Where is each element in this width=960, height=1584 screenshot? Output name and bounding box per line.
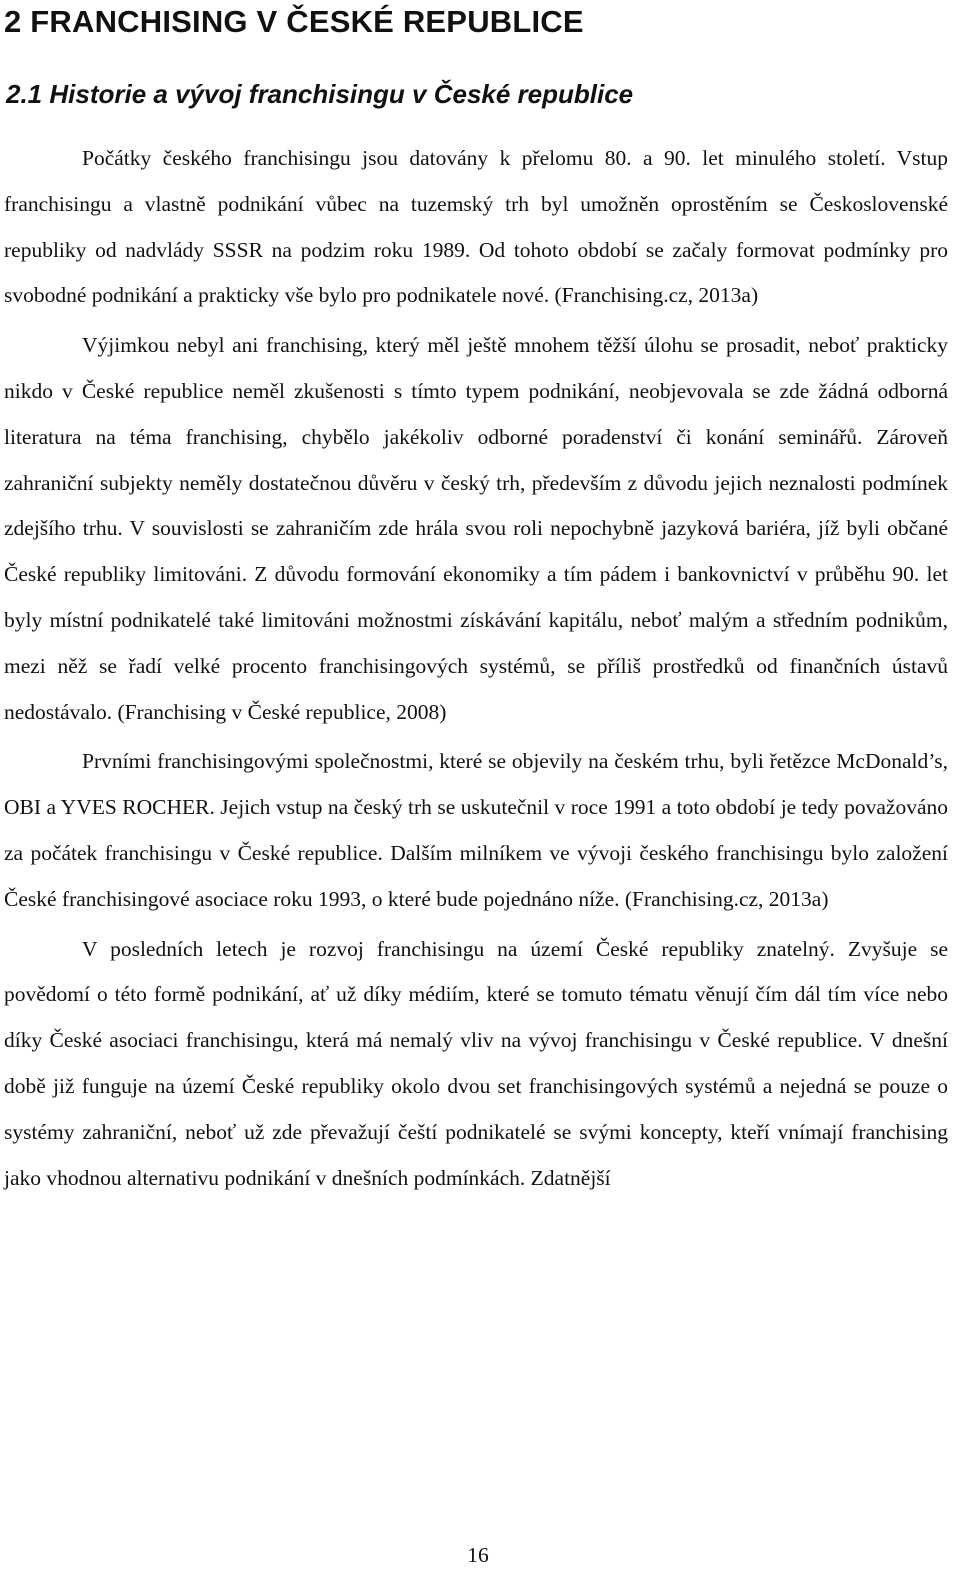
chapter-title: 2 FRANCHISING V ČESKÉ REPUBLICE [4,4,584,39]
paragraph-2: Výjimkou nebyl ani franchising, který měl ještě mnohem těžší úlohu se prosadit, neboť prakticky nikdo v České republice neměl zkušenosti s tímto typem podnikání, neobjevovala se zde žádná odborná literatura na téma franchising, chybělo jakékoliv odborné poradenství či konání seminářů. Zároveň zahraniční subjekty neměly dostatečnou důvěru v český trh, především z důvodu jejich neznalosti podmínek zdejšího trhu. V souvislosti se zahraničím zde hrála svou roli nepochybně jazyková bariéra, jíž byli občané České republiky limitováni. Z důvodu formování ekonomiky a tím pádem i bankovnictví v průběhu 90. let byly místní podnikatelé také limitováni možnostmi získávání kapitálu, neboť malým a středním podnikům, mezi něž se řadí velké procento franchisingových systémů, se příliš prostředků od finančních ústavů nedostávalo. (Franchising v České republice, 2008) [4,333,948,724]
section-title: 2.1 Historie a vývoj franchisingu v České republice [6,79,634,109]
paragraph-3: Prvními franchisingovými společnostmi, které se objevily na českém trhu, byli řetězce McDonald’s, OBI a YVES ROCHER. Jejich vstup na český trh se uskutečnil v roce 1991 a toto období je tedy považováno za počátek franchisingu v České republice. Dalším milníkem ve vývoji českého franchisingu bylo založení České franchisingové asociace roku 1993, o které bude pojednáno níže. (Franchising.cz, 2013a) [4,749,948,911]
paragraph-1: Počátky českého franchisingu jsou datovány k přelomu 80. a 90. let minulého století. Vstup franchisingu a vlastně podnikání vůbec na tuzemský trh byl umožněn oprostěním se Československé republiky od nadvlády SSSR na podzim roku 1989. Od tohoto období se začaly formovat podmínky pro svobodné podnikání a prakticky vše bylo pro podnikatele nové. (Franchising.cz, 2013a) [4,146,948,308]
paragraph-4: V posledních letech je rozvoj franchisingu na území České republiky znatelný. Zvyšuje se povědomí o této formě podnikání, ať už díky médiím, které se tomuto tématu věnují čím dál tím více nebo díky České asociaci franchisingu, která má nemalý vliv na vývoj franchisingu v České republice. V dnešní době již funguje na území České republiky okolo dvou set franchisingových systémů a nejedná se pouze o systémy zahraniční, neboť už zde převažují čeští podnikatelé se svými koncepty, kteří vnímají franchising jako vhodnou alternativu podnikání v dnešních podmínkách. Zdatnější [4,936,948,1190]
document-page [4,0,952,1584]
body-text [4,136,948,1205]
page-number: 16 [467,1543,489,1567]
